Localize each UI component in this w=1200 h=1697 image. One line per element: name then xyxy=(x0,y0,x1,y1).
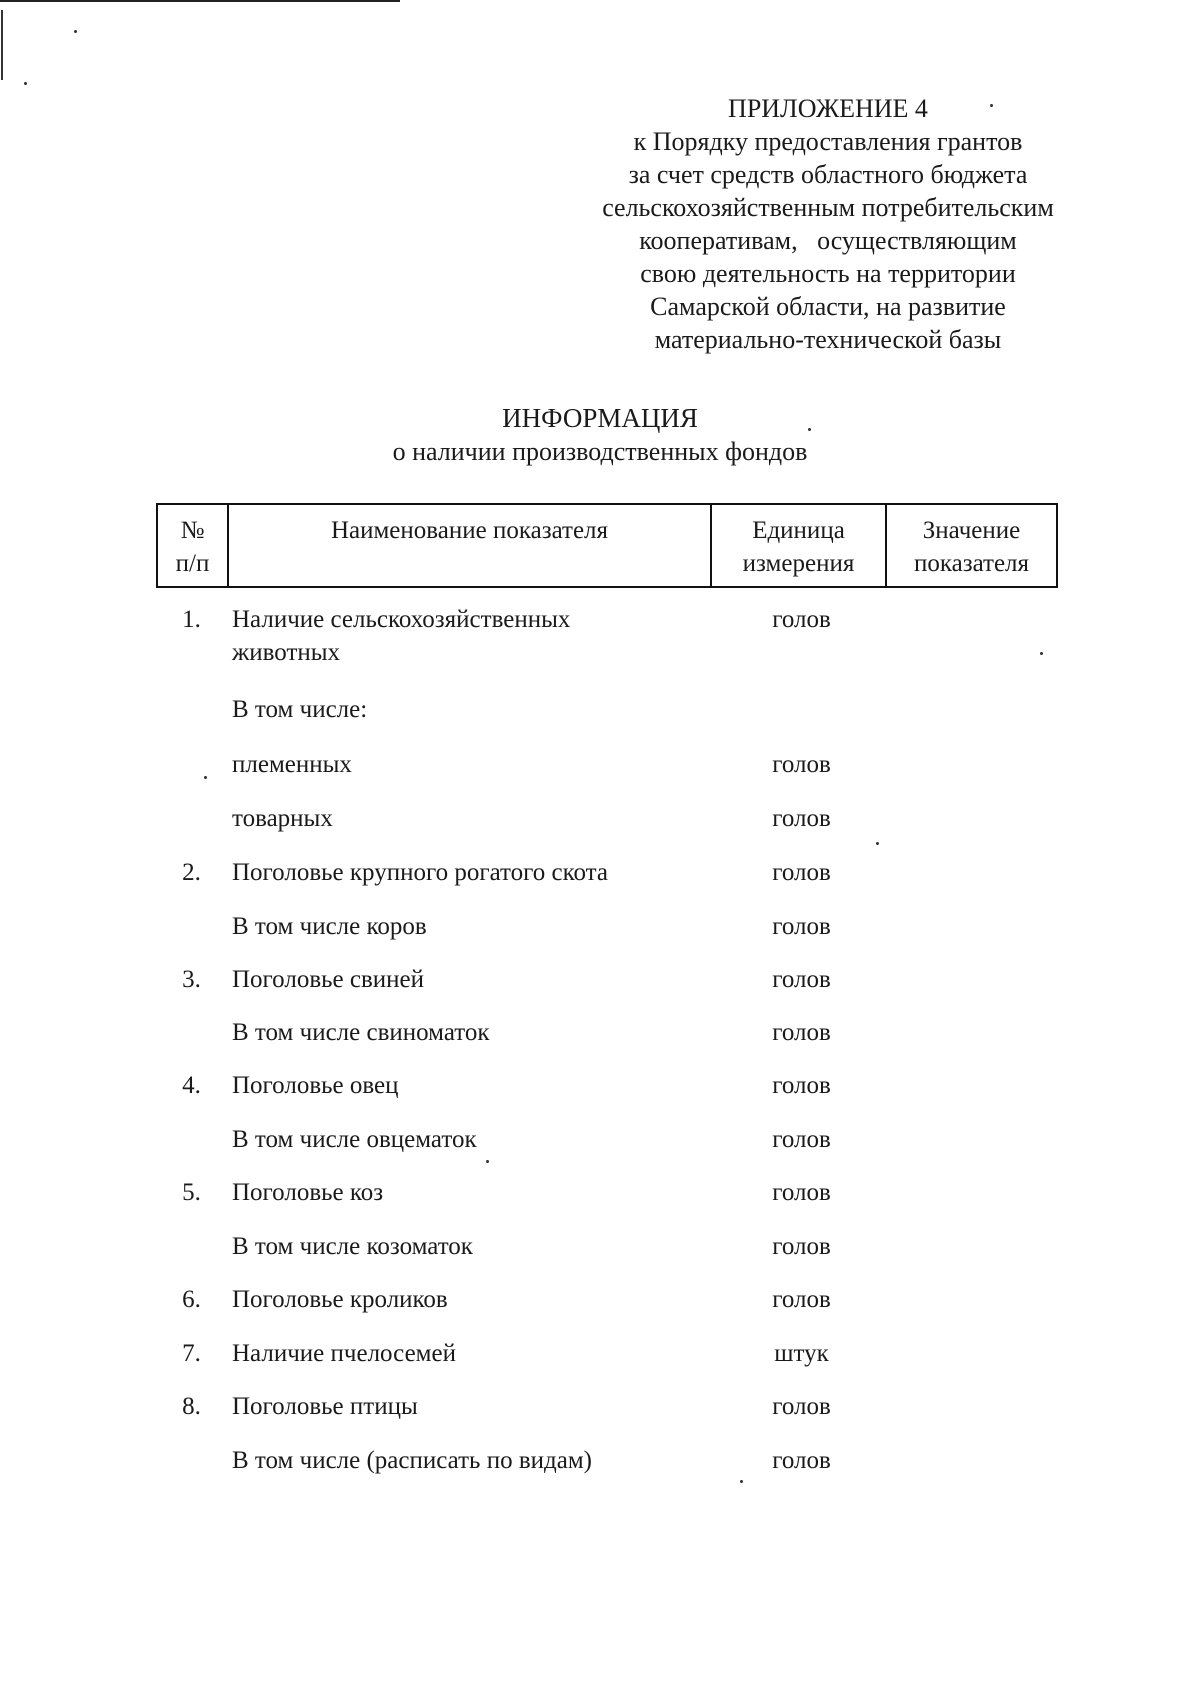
header-number-line: № xyxy=(180,517,205,544)
row-number: 6. xyxy=(182,1286,201,1313)
row-unit: голов xyxy=(772,805,831,832)
header-number-line: п/п xyxy=(175,550,210,577)
row-indicator-name xyxy=(232,1069,702,1102)
row-indicator-line: Поголовье птицы xyxy=(232,1393,418,1420)
row-indicator-line: Поголовье крупного рогатого скота xyxy=(232,859,608,886)
header-unit-line: измерения xyxy=(742,550,855,577)
row-unit: голов xyxy=(772,1393,831,1420)
row-unit: голов xyxy=(772,1286,831,1313)
row-number: 8. xyxy=(182,1393,201,1420)
row-indicator-line: Поголовье овец xyxy=(232,1072,399,1099)
row-indicator-name xyxy=(232,856,702,889)
header-unit-line: Единица xyxy=(752,517,845,544)
row-indicator-line: В том числе козоматок xyxy=(232,1233,473,1260)
row-indicator-line: животных xyxy=(232,639,341,666)
scan-speck xyxy=(740,1480,743,1483)
row-indicator-line: товарных xyxy=(232,805,333,832)
scan-speck xyxy=(74,30,77,33)
row-unit: голов xyxy=(772,966,831,993)
row-indicator-name xyxy=(232,1016,702,1049)
row-indicator-line: Наличие сельскохозяйственных xyxy=(232,606,571,633)
row-indicator-name xyxy=(232,802,702,835)
row-number: 2. xyxy=(182,859,201,886)
appendix-line: за счет средств областного бюджета xyxy=(628,160,1028,189)
row-unit: голов xyxy=(772,751,831,778)
appendix-line: Самарской области, на развитие xyxy=(650,292,1006,321)
header-value-line: показателя xyxy=(913,550,1030,577)
scan-speck xyxy=(204,776,207,779)
row-indicator-line: В том числе коров xyxy=(232,913,427,940)
row-unit: голов xyxy=(772,606,831,633)
appendix-line: к Порядку предоставления грантов xyxy=(633,127,1023,156)
row-indicator-name xyxy=(232,693,702,726)
row-number: 7. xyxy=(182,1340,201,1367)
row-indicator-line: Поголовье кроликов xyxy=(232,1286,448,1313)
header-number-cell xyxy=(157,504,228,587)
row-indicator-name xyxy=(232,1283,702,1316)
row-indicator-line: Наличие пчелосемей xyxy=(232,1340,456,1367)
scan-edge-left xyxy=(1,10,3,80)
header-value-line: Значение xyxy=(922,517,1021,544)
header-unit-cell xyxy=(711,504,886,587)
row-unit: голов xyxy=(772,1126,831,1153)
row-indicator-line: В том числе (расписать по видам) xyxy=(232,1447,592,1474)
row-number: 5. xyxy=(182,1179,201,1206)
row-indicator-name xyxy=(232,748,702,781)
appendix-line: материально-технической базы xyxy=(654,325,1002,354)
row-indicator-line: племенных xyxy=(232,751,352,778)
row-number: 3. xyxy=(182,966,201,993)
table-header xyxy=(156,503,1058,588)
row-indicator-name xyxy=(232,1123,702,1156)
row-unit: голов xyxy=(772,913,831,940)
row-number: 1. xyxy=(182,606,201,633)
row-indicator-line: В том числе: xyxy=(232,696,368,723)
row-number: 4. xyxy=(182,1072,201,1099)
row-indicator-name xyxy=(232,1176,702,1209)
row-unit: голов xyxy=(772,1019,831,1046)
row-indicator-line: Поголовье свиней xyxy=(232,966,425,993)
row-indicator-name xyxy=(232,910,702,943)
header-name-label: Наименование показателя xyxy=(330,517,609,544)
scan-speck xyxy=(1040,652,1043,655)
row-unit: голов xyxy=(772,1447,831,1474)
row-unit: голов xyxy=(772,1233,831,1260)
header-value-cell xyxy=(886,504,1057,587)
scan-speck xyxy=(24,82,27,85)
row-indicator-line: В том числе овцематок xyxy=(232,1126,477,1153)
row-unit: голов xyxy=(772,859,831,886)
row-unit: голов xyxy=(772,1179,831,1206)
appendix-title: ПРИЛОЖЕНИЕ 4 xyxy=(728,94,928,123)
row-indicator-line: Поголовье коз xyxy=(232,1179,384,1206)
row-indicator-line: В том числе свиноматок xyxy=(232,1019,490,1046)
row-indicator-name xyxy=(232,1444,702,1477)
appendix-line: кооперативам, осуществляющим xyxy=(639,226,1017,255)
document-heading xyxy=(300,402,900,468)
appendix-line: свою деятельность на территории xyxy=(640,259,1016,288)
row-indicator-name xyxy=(232,1230,702,1263)
row-indicator-name xyxy=(232,603,702,669)
row-unit: штук xyxy=(774,1340,829,1367)
appendix-line: сельскохозяйственным потребительским xyxy=(602,193,1054,222)
row-indicator-name xyxy=(232,963,702,996)
scan-speck xyxy=(876,842,879,845)
document-subtitle: о наличии производственных фондов xyxy=(392,437,808,466)
header-name-cell xyxy=(228,504,711,587)
row-unit: голов xyxy=(772,1072,831,1099)
document-title: ИНФОРМАЦИЯ xyxy=(502,403,698,433)
scan-speck xyxy=(486,1160,489,1163)
row-indicator-name xyxy=(232,1337,702,1370)
appendix-block xyxy=(568,92,1088,356)
scan-edge-top xyxy=(0,0,400,2)
row-indicator-name xyxy=(232,1390,702,1423)
